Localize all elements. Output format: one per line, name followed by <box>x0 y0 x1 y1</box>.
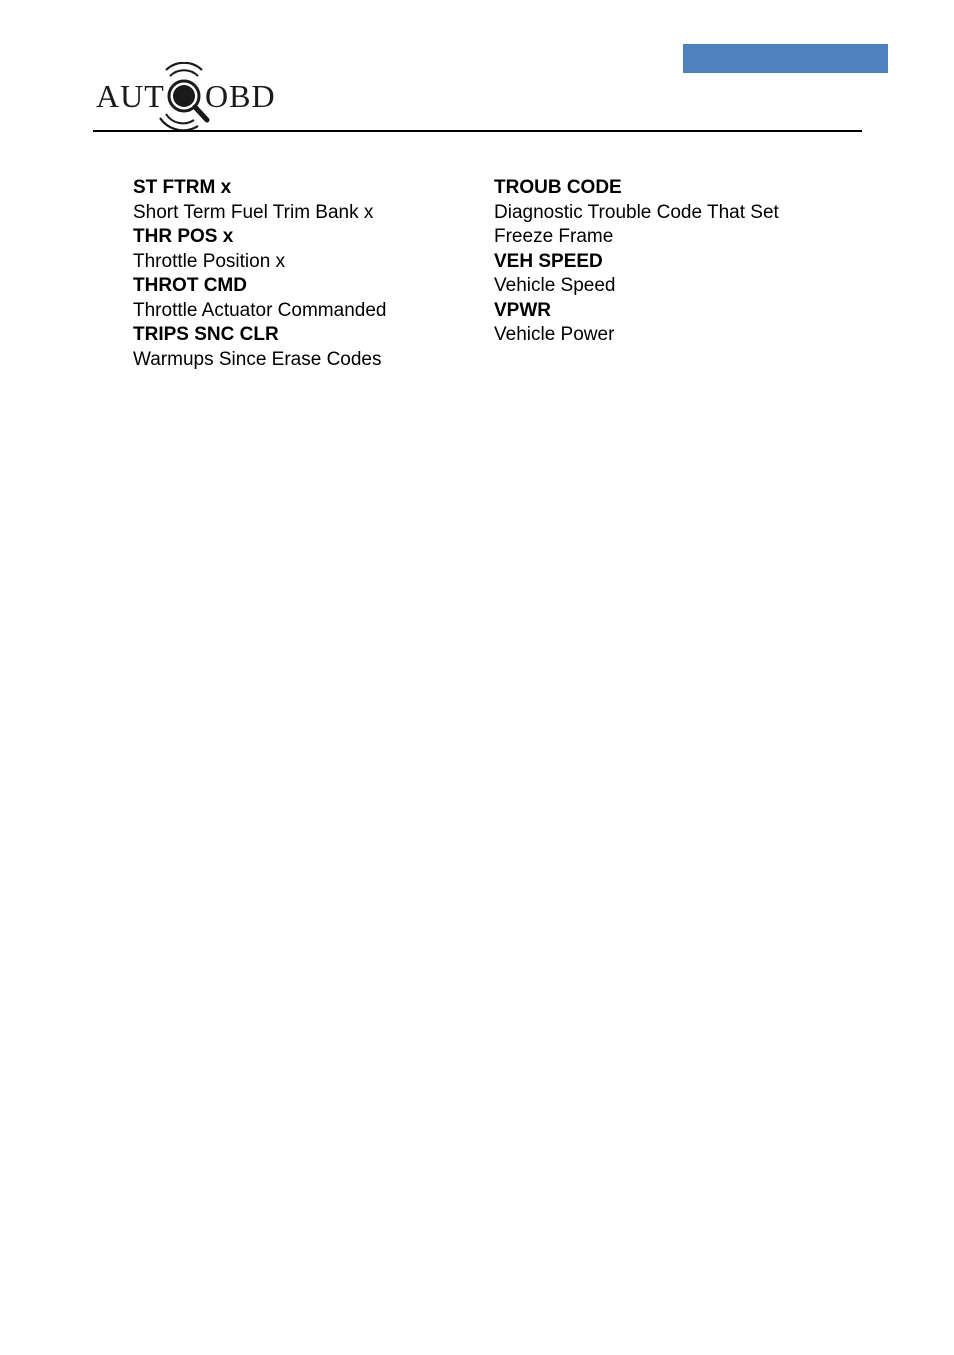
logo-text-left: AUT <box>96 78 165 114</box>
autoobd-logo <box>94 62 294 132</box>
glossary-entry <box>133 323 473 372</box>
glossary-description: Vehicle Power <box>494 324 615 345</box>
logo-text-right: OBD <box>205 78 276 114</box>
glossary-description: Throttle Actuator Commanded <box>133 299 387 321</box>
glossary-description: Vehicle Speed <box>494 275 616 296</box>
glossary-term: THR POS x <box>133 226 234 247</box>
glossary-term: TROUB CODE <box>494 177 622 198</box>
glossary-entry <box>133 176 473 225</box>
glossary-entry <box>494 250 854 299</box>
header-color-bar <box>683 44 888 73</box>
header-divider <box>93 130 862 132</box>
glossary-description: Throttle Position x <box>133 250 286 272</box>
glossary-description: Warmups Since Erase Codes <box>133 348 382 370</box>
glossary-term: TRIPS SNC CLR <box>133 324 279 345</box>
glossary-entry <box>494 176 854 250</box>
glossary-term: THROT CMD <box>133 275 247 296</box>
glossary-term: ST FTRM x <box>133 177 232 198</box>
glossary-term: VPWR <box>494 299 551 321</box>
glossary-left-column <box>133 176 473 372</box>
glossary-entry <box>133 274 473 323</box>
glossary-term: VEH SPEED <box>494 250 603 272</box>
glossary-right-column <box>494 176 854 348</box>
glossary-entry <box>494 299 854 348</box>
glossary-description: Short Term Fuel Trim Bank x <box>133 201 374 223</box>
glossary-description-line: Freeze Frame <box>494 226 614 247</box>
glossary-entry <box>133 225 473 274</box>
glossary-description-line: Diagnostic Trouble Code That Set <box>494 201 779 223</box>
